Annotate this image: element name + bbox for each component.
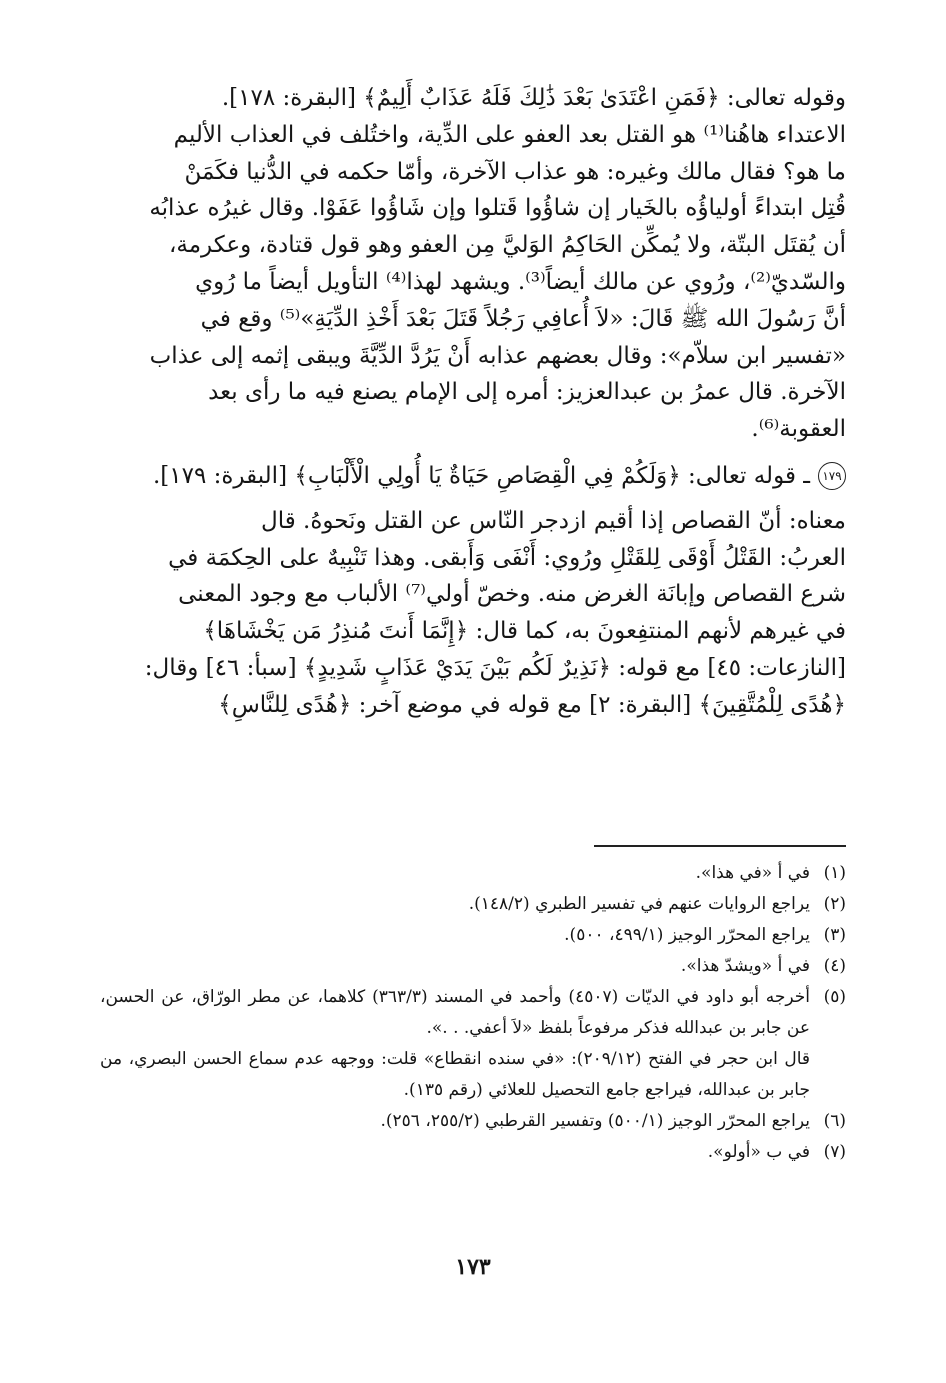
text-line: ما هو؟ فقال مالك وغيره: هو عذاب الآخرة، وأمّا حكمه في الدُّنيا فكَمَنْ [184,158,846,185]
footnote-3 [100,920,846,951]
footnote-number: (٧) [823,1142,846,1162]
text-line: أنَّ رَسُولَ الله ﷺ قَالَ: «لاَ أُعافِي رَجُلاً قَتَلَ بَعْدَ أَخْذِ الدِّيَةِ»⁽⁵⁾ وقع في [200,305,846,332]
paragraph-1 [100,80,846,448]
footnote-text: يراجع المحرّر الوجيز (٤٩٩/١، ٥٠٠). [564,925,810,945]
page-body [100,80,846,724]
footnote-5-continuation: قال ابن حجر في الفتح (٢٠٩/١٢): «في سنده انقطاع» قلت: ووجهه عدم سماع الحسن البصري، من جابر بن عبدالله، فيراجع جامع التحصيل للعلائي (رقم ١٣٥). [100,1049,810,1100]
footnote-text: في أ «ويشدّ هذا». [680,956,810,976]
ayah-number-badge: ١٧٩ [818,462,846,490]
text-line: شرع القصاص وإبانَة الغرض منه. وخصّ أولي⁽⁷⁾ الألباب مع وجود المعنى [178,581,846,608]
footnote-5 [100,982,846,1044]
text-line: قُتِل ابتداءً أولياؤُه بالخَيار إن شاؤُوا قَتلوا وإن شَاؤُوا عَفَوْا. وقال غيرُه عذابُه [149,195,846,222]
footnote-1 [100,858,846,889]
text-line: وقوله تعالى: ﴿فَمَنِ اعْتَدَىٰ بَعْدَ ذَٰلِكَ فَلَهُ عَذَابٌ أَلِيمٌ﴾ [البقرة: ١٧٨]. [221,85,846,111]
footnote-text: يراجع الروايات عنهم في تفسير الطبري (١٤٨/٢). [468,894,810,914]
footnotes [100,858,846,1168]
text-line: في غيرهم لأنهم المنتفِعونَ به، كما قال: ﴿إِنَّمَا أَنتَ مُنذِرُ مَن يَخْشَاهَا﴾ [203,618,846,645]
footnote-text: في ب «أولو». [707,1142,810,1162]
footnote-number: (٣) [823,925,846,945]
text-line: العقوبة⁽⁶⁾. [751,416,846,443]
ayah-line [100,458,846,495]
footnote-2 [100,889,846,920]
page-number: ١٧٣ [455,1254,491,1280]
footnote-text: يراجع المحرّر الوجيز (٥٠٠/١) وتفسير القرطبي (٢٥٥/٢، ٢٥٦). [380,1111,810,1131]
footnote-number: (٦) [823,1111,846,1131]
paragraph-2 [100,503,846,724]
ayah-heading [100,458,846,495]
footnote-number: (٢) [823,894,846,914]
text-line: أن يُقتَل البتّة، ولا يُمكِّن الحَاكِمُ الوَليَّ مِن العفو وهو قول قتادة، وعكرمة، [168,232,846,259]
footnote-number: (٤) [823,956,846,976]
footnote-number: (٥) [823,987,846,1007]
footnote-4 [100,951,846,982]
footnote-divider [594,845,846,847]
text-line: ﴿هُدًى لِلْمُتَّقِينَ﴾ [البقرة: ٢] مع قوله في موضع آخر: ﴿هُدًى لِلنَّاسِ﴾ [218,691,846,718]
footnote-number: (١) [823,863,846,883]
text-line: «تفسير ابن سلاّم»: وقال بعضهم عذابه أَنْ يَرُدَّ الدِّيَّةَ ويبقى إثمه إلى عذاب [149,342,846,369]
text-line: [النازعات: ٤٥] مع قوله: ﴿نَذِيرٌ لَكُم بَيْنَ يَدَيْ عَذَابٍ شَدِيدٍ﴾ [سبأ: ٤٦] وقال: [144,654,846,681]
ayah-text: ـ قوله تعالى: ﴿وَلَكُمْ فِي الْقِصَاصِ حَيَاةٌ يَا أُولِي الْأَلْبَابِ﴾ [البقرة: ١٧٩]. [152,462,810,489]
text-line: العربُ: القَتْلُ أَوْقَى لِلقَتْلِ ورُوي: أَنْفَى وَأَبقى. وهذا تَنْبِيهٌ على الحِكمَة في [168,544,846,571]
text-line: معناه: أنّ القصاص إذا أقيم ازدجر النّاس عن القتل ونَحوهُ. قال [260,507,846,534]
text-line: والسّديّ⁽²⁾، ورُوي عن مالك أيضاً⁽³⁾. ويشهد لهذا⁽⁴⁾ التأويل أيضاً ما رُوي [195,268,846,295]
footnote-text: في أ «في هذا». [695,863,810,883]
text-line: الآخرة. قال عمرُ بن عبدالعزيز: أمره إلى الإمام يصنع فيه ما رأى بعد [208,379,846,406]
footnote-text: أخرجه أبو داود في الديّات (٤٥٠٧) وأحمد في المسند (٣٦٣/٣) كلاهما، عن مطر الورّاق، عن الحسن، عن جابر بن عبدالله فذكر مرفوعاً بلفظ «لاَ أعفي. . .». [100,987,810,1038]
footnote-7 [100,1137,846,1168]
footnote-6 [100,1106,846,1137]
text-line: الاعتداء هاهُنا⁽¹⁾ هو القتل بعد العفو على الدِّية، واختُلف في العذاب الأليم [173,121,846,148]
